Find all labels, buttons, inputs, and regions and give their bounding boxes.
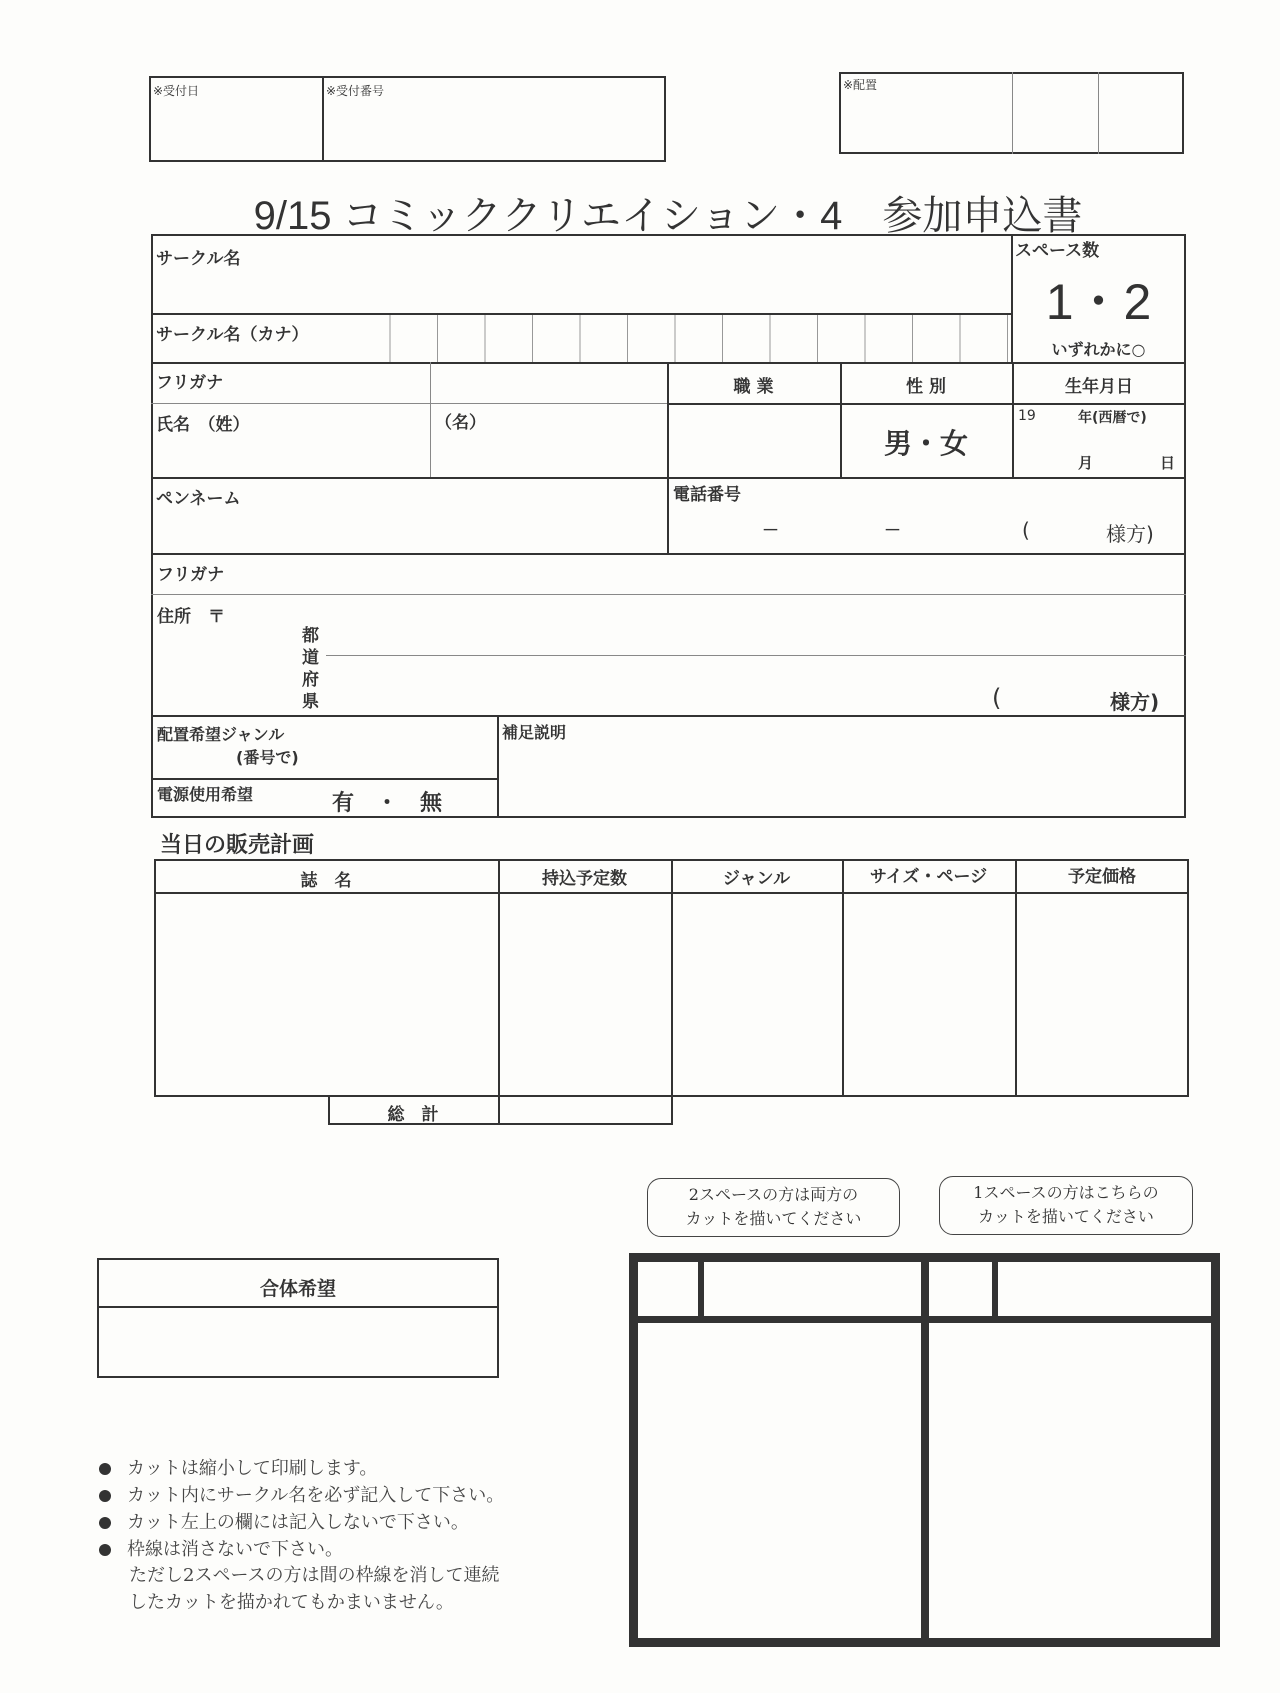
note-line: 1スペースの方はこちらの [973, 1183, 1159, 1202]
circle-name-label: サークル名 [156, 249, 241, 269]
divider [1015, 859, 1017, 1097]
note-item [99, 1508, 469, 1534]
column-header-title: 誌 名 [300, 871, 352, 891]
one-space-note [939, 1176, 1193, 1235]
column-header-quantity: 持込予定数 [542, 869, 627, 889]
note-text: カットは縮小して印刷します。 [127, 1458, 378, 1479]
merge-request-label: 合体希望 [259, 1278, 336, 1300]
divider [667, 403, 1186, 405]
phone-dash-1: － [762, 521, 779, 541]
first-name-label: （名） [435, 413, 486, 433]
occupation-label: 職 業 [733, 377, 774, 397]
bullet-icon [99, 1517, 111, 1529]
note-text: ただし2スペースの方は間の枠線を消して連続 [129, 1565, 500, 1586]
cut-corner-divider [698, 1253, 704, 1319]
circle-name-kana-label: サークル名（カナ） [156, 325, 309, 345]
furigana-label: フリガナ [156, 373, 224, 393]
birthdate-label: 生年月日 [1065, 377, 1133, 397]
divider [430, 362, 431, 477]
cut-drawing-area-right[interactable] [929, 1323, 1211, 1638]
page-title: 9/15 コミッククリエイション・4 参加申込書 [253, 194, 1083, 238]
divider [322, 76, 324, 162]
note-text: カット左上の欄には記入しないで下さい。 [127, 1512, 469, 1533]
cut-drawing-area-left[interactable] [638, 1323, 921, 1638]
bullet-icon [99, 1544, 111, 1556]
note-item [99, 1481, 504, 1507]
total-label: 総 計 [387, 1105, 439, 1125]
address-label: 住所 〒 [157, 607, 225, 627]
prefecture-label: 都道府県 [302, 626, 319, 712]
address-care-open: ( [992, 684, 1002, 712]
power-label: 電源使用希望 [157, 785, 254, 804]
address-furigana-label: フリガナ [157, 565, 225, 585]
divider [151, 594, 1186, 595]
last-name-label: 氏名 （姓） [156, 415, 250, 435]
office-receipt-box [149, 76, 666, 162]
space-count-note: いずれかに○ [1051, 340, 1146, 359]
pen-name-label: ペンネーム [156, 489, 241, 509]
genre-pref-note: (番号で) [236, 748, 299, 767]
divider [151, 553, 1186, 555]
note-text: カット内にサークル名を必ず記入して下さい。 [127, 1485, 505, 1506]
gender-options[interactable]: 男・女 [883, 427, 968, 460]
column-header-size-pages: サイズ・ページ [869, 867, 988, 887]
receipt-number-label: ※受付番号 [326, 84, 385, 98]
bullet-icon [99, 1463, 111, 1475]
phone-care-open: ( [1022, 518, 1030, 542]
note-text: 枠線は消さないで下さい。 [127, 1539, 343, 1560]
divider [151, 403, 667, 404]
cut-header-divider [629, 1316, 1220, 1323]
note-text: したカットを描かれてもかまいません。 [129, 1592, 454, 1613]
note-item [99, 1454, 377, 1480]
space-count-label: スペース数 [1015, 241, 1100, 261]
two-space-note [647, 1178, 900, 1237]
note-line: カットを描いてください [978, 1207, 1154, 1226]
circle-name-input[interactable] [156, 268, 1006, 310]
divider [842, 859, 844, 1097]
divider [498, 859, 500, 1125]
bullet-icon [99, 1490, 111, 1502]
space-count-options[interactable]: 1・2 [1045, 274, 1152, 330]
phone-dash-2: － [884, 521, 901, 541]
cut-corner-divider [992, 1253, 998, 1319]
cut-middle-divider [921, 1253, 929, 1647]
divider [151, 715, 1186, 717]
phone-care-of: 様方) [1106, 522, 1154, 546]
circle-name-kana-input[interactable] [343, 315, 1011, 362]
divider [97, 1306, 499, 1308]
placement-label: ※配置 [843, 78, 878, 92]
divider [1098, 72, 1099, 154]
divider [1012, 72, 1013, 154]
gender-label: 性 別 [906, 377, 946, 397]
column-header-genre: ジャンル [722, 869, 791, 889]
sales-plan-heading: 当日の販売計画 [160, 833, 315, 858]
supplement-label: 補足説明 [502, 723, 567, 742]
note-item [129, 1561, 500, 1587]
genre-pref-label: 配置希望ジャンル [157, 725, 285, 744]
divider [151, 477, 1186, 479]
note-line: 2スペースの方は両方の [688, 1185, 859, 1204]
birth-day-label: 日 [1160, 454, 1176, 472]
divider [326, 655, 1186, 656]
divider [671, 859, 673, 1125]
address-care-of: 様方) [1110, 690, 1160, 714]
note-item [129, 1588, 454, 1614]
divider [151, 778, 497, 780]
note-item [99, 1535, 343, 1561]
column-header-price: 予定価格 [1068, 867, 1136, 887]
phone-label: 電話番号 [673, 485, 741, 505]
power-options[interactable]: 有 ・ 無 [332, 791, 443, 816]
divider [497, 715, 499, 818]
merge-request-input[interactable] [100, 1310, 496, 1374]
birth-year-prefix: 19 [1018, 408, 1036, 424]
receipt-date-label: ※受付日 [153, 84, 200, 98]
birth-year-label: 年(西暦で) [1078, 410, 1147, 426]
birth-month-label: 月 [1078, 454, 1094, 472]
note-line: カットを描いてください [685, 1209, 862, 1228]
